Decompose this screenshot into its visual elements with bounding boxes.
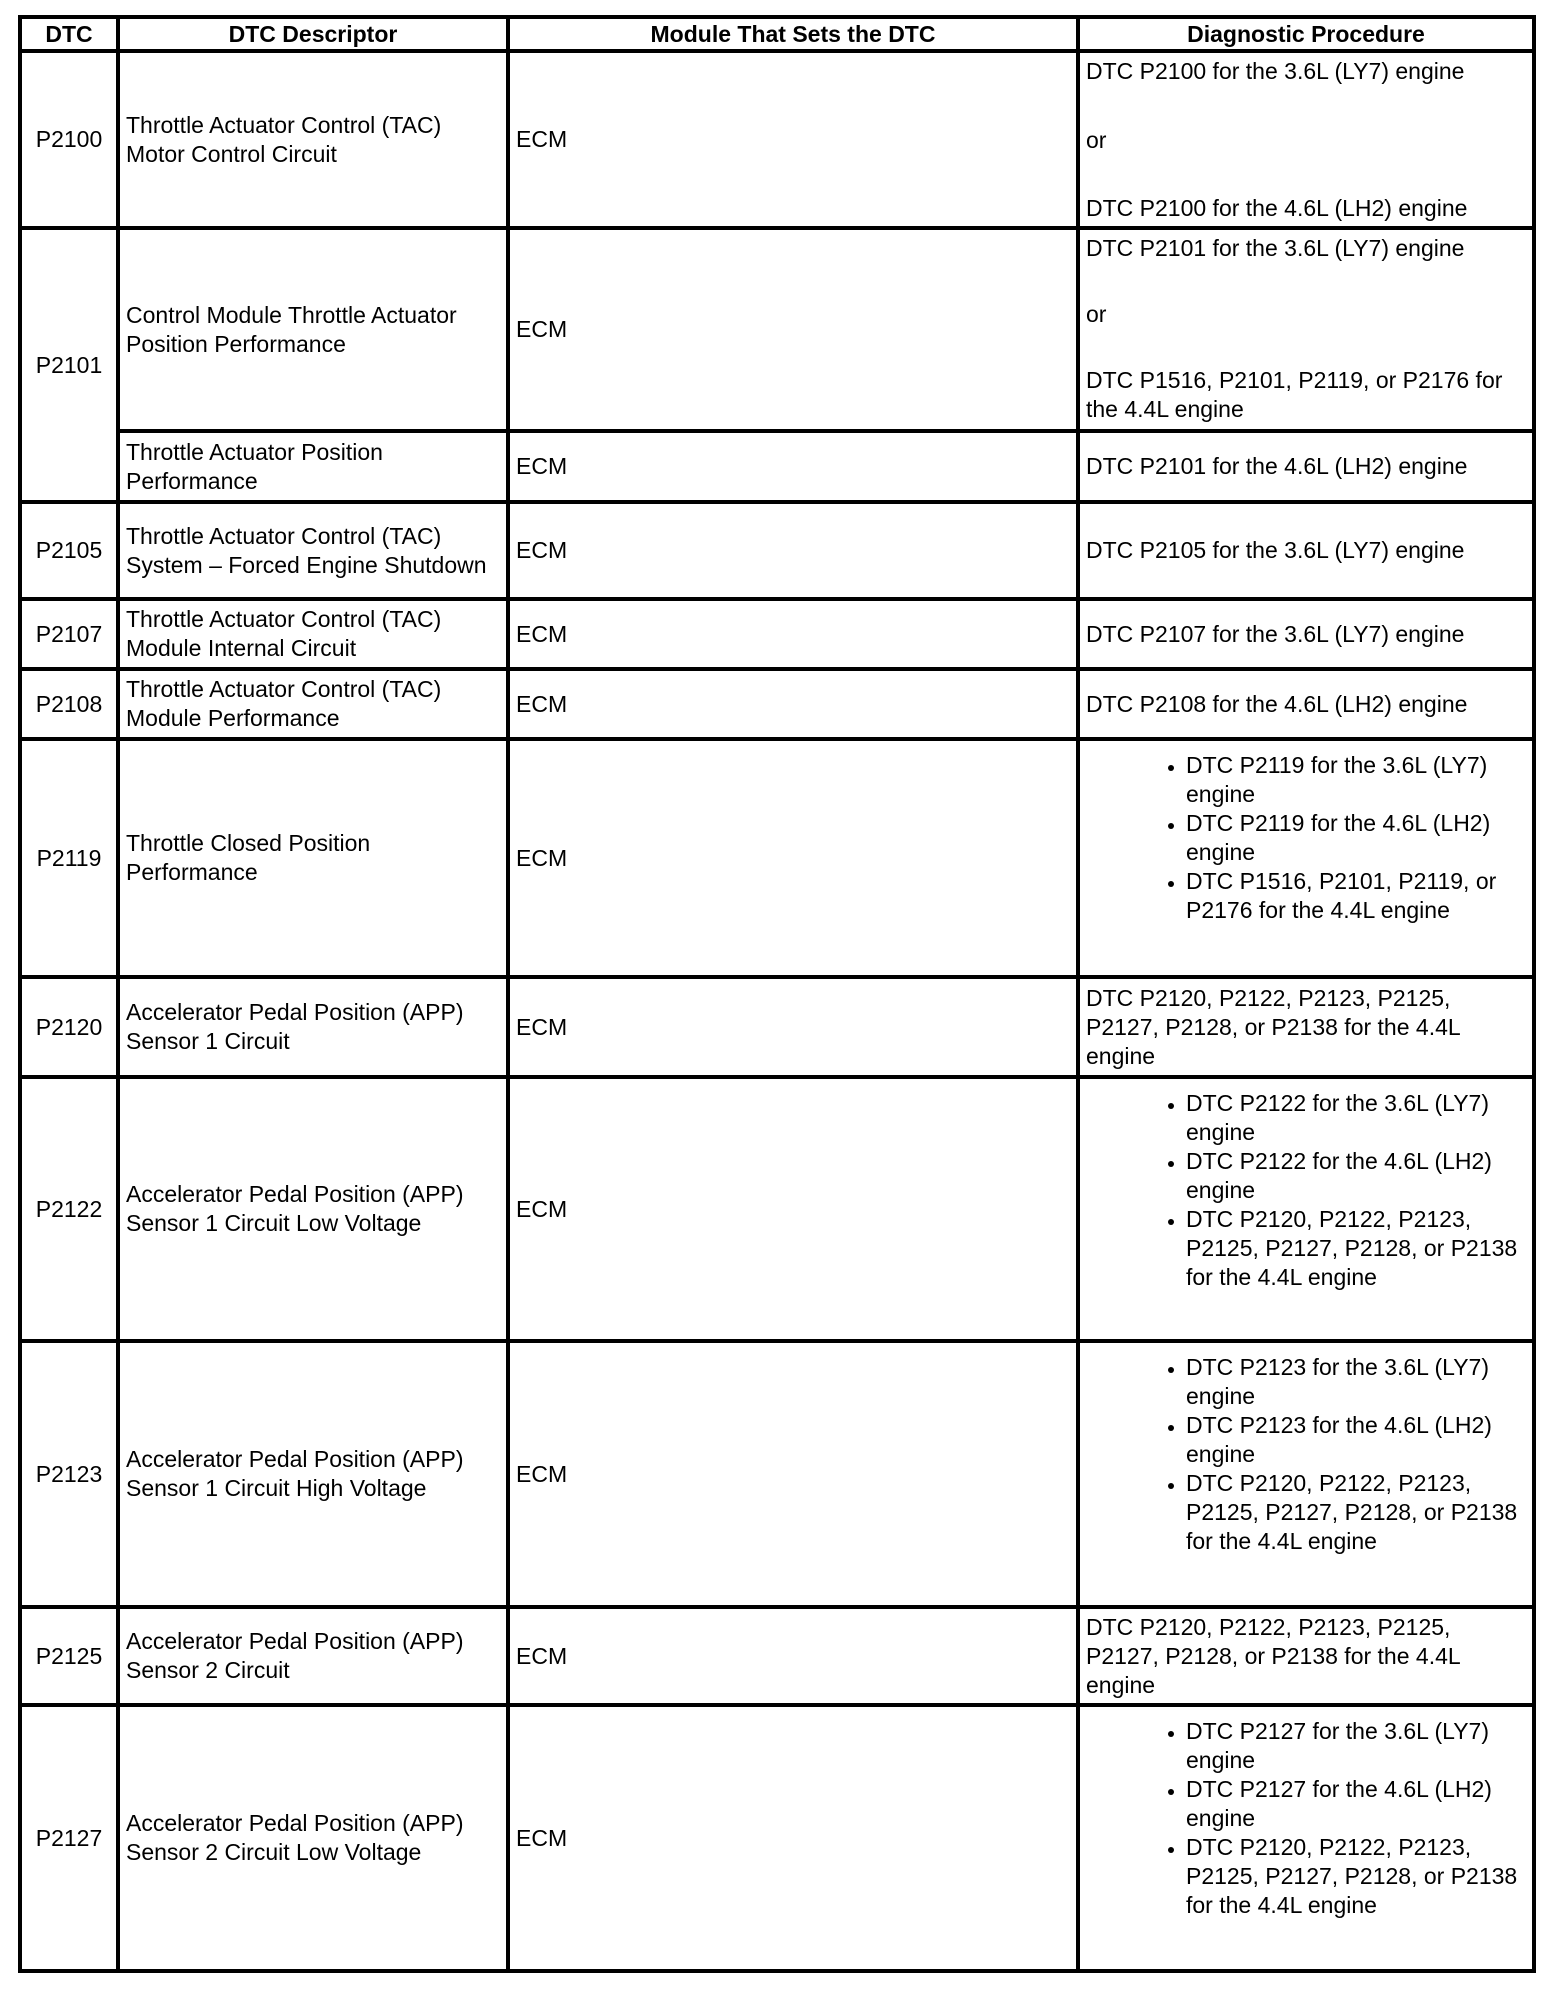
table-row [20,1077,1534,1341]
module-cell: ECM [508,599,1078,669]
procedure-line: DTC P1516, P2101, P2119, or P2176 for the 4.4L engine [1086,367,1503,422]
dtc-descriptor: Accelerator Pedal Position (APP) Sensor 1 Circuit Low Voltage [118,1077,508,1341]
header-procedure: Diagnostic Procedure [1078,17,1534,51]
module-cell: ECM [508,1077,1078,1341]
dtc-descriptor: Accelerator Pedal Position (APP) Sensor 1 Circuit High Voltage [118,1341,508,1607]
dtc-descriptor: Throttle Actuator Control (TAC) Motor Control Circuit [118,51,508,228]
list-item: • DTC P2119 for the 4.6L (LH2) engine [1186,809,1526,867]
list-item: • DTC P2127 for the 3.6L (LY7) engine [1186,1717,1526,1775]
procedure-list [1086,1089,1526,1292]
dtc-code: P2119 [20,739,118,977]
list-item: • DTC P1516, P2101, P2119, or P2176 for the 4.4L engine [1186,867,1526,925]
procedure-cell [1078,51,1534,228]
dtc-descriptor: Accelerator Pedal Position (APP) Sensor 1 Circuit [118,977,508,1077]
table-row [20,1705,1534,1971]
dtc-descriptor: Accelerator Pedal Position (APP) Sensor 2 Circuit Low Voltage [118,1705,508,1971]
module-cell: ECM [508,51,1078,228]
module-cell: ECM [508,739,1078,977]
procedure-line: DTC P2101 for the 3.6L (LY7) engine [1086,235,1465,261]
list-item: • DTC P2127 for the 4.6L (LH2) engine [1186,1775,1526,1833]
procedure-cell [1078,228,1534,431]
list-item: • DTC P2119 for the 3.6L (LY7) engine [1186,751,1526,809]
procedure-cell [1078,1705,1534,1971]
dtc-descriptor: Accelerator Pedal Position (APP) Sensor 2 Circuit [118,1607,508,1705]
header-dtc: DTC [20,17,118,51]
procedure-cell: DTC P2120, P2122, P2123, P2125, P2127, P2128, or P2138 for the 4.4L engine [1078,977,1534,1077]
procedure-line: or [1086,301,1107,327]
table-row [20,431,1534,502]
procedure-cell: DTC P2101 for the 4.6L (LH2) engine [1078,431,1534,502]
module-cell: ECM [508,669,1078,739]
procedure-cell [1078,1341,1534,1607]
procedure-list [1086,1353,1526,1556]
procedure-cell: DTC P2108 for the 4.6L (LH2) engine [1078,669,1534,739]
table-row [20,977,1534,1077]
procedure-cell: DTC P2105 for the 3.6L (LY7) engine [1078,502,1534,599]
module-cell: ECM [508,1607,1078,1705]
procedure-line: or [1086,126,1107,153]
procedure-cell: DTC P2107 for the 3.6L (LY7) engine [1078,599,1534,669]
dtc-table [18,15,1536,1973]
table-row [20,669,1534,739]
dtc-descriptor: Throttle Actuator Control (TAC) System – Forced Engine Shutdown [118,502,508,599]
dtc-code: P2120 [20,977,118,1077]
dtc-code: P2101 [20,228,118,502]
header-row [20,17,1534,51]
list-item: • DTC P2123 for the 4.6L (LH2) engine [1186,1411,1526,1469]
module-cell: ECM [508,977,1078,1077]
dtc-descriptor: Throttle Actuator Control (TAC) Module Internal Circuit [118,599,508,669]
procedure-list [1086,751,1526,925]
list-item: • DTC P2122 for the 4.6L (LH2) engine [1186,1147,1526,1205]
procedure-cell [1078,1077,1534,1341]
dtc-code: P2100 [20,51,118,228]
list-item: • DTC P2120, P2122, P2123, P2125, P2127, P2128, or P2138 for the 4.4L engine [1186,1469,1526,1556]
list-item: • DTC P2123 for the 3.6L (LY7) engine [1186,1353,1526,1411]
dtc-code: P2107 [20,599,118,669]
procedure-line: DTC P2100 for the 3.6L (LY7) engine [1086,58,1465,84]
dtc-code: P2127 [20,1705,118,1971]
table-row [20,599,1534,669]
module-cell: ECM [508,1705,1078,1971]
list-item: • DTC P2122 for the 3.6L (LY7) engine [1186,1089,1526,1147]
module-cell: ECM [508,502,1078,599]
header-module: Module That Sets the DTC [508,17,1078,51]
dtc-code: P2122 [20,1077,118,1341]
table-row [20,739,1534,977]
dtc-descriptor: Control Module Throttle Actuator Position Performance [118,228,508,431]
dtc-code: P2105 [20,502,118,599]
module-cell: ECM [508,228,1078,431]
module-cell: ECM [508,1341,1078,1607]
procedure-cell [1078,739,1534,977]
dtc-descriptor: Throttle Actuator Control (TAC) Module Performance [118,669,508,739]
procedure-cell: DTC P2120, P2122, P2123, P2125, P2127, P2128, or P2138 for the 4.4L engine [1078,1607,1534,1705]
dtc-code: P2123 [20,1341,118,1607]
table-row [20,51,1534,228]
dtc-code: P2108 [20,669,118,739]
dtc-code: P2125 [20,1607,118,1705]
table-row [20,1341,1534,1607]
table-row [20,502,1534,599]
header-descriptor: DTC Descriptor [118,17,508,51]
list-item: • DTC P2120, P2122, P2123, P2125, P2127, P2128, or P2138 for the 4.4L engine [1186,1833,1526,1920]
table-row [20,228,1534,431]
module-cell: ECM [508,431,1078,502]
table-row [20,1607,1534,1705]
procedure-list [1086,1717,1526,1920]
dtc-descriptor: Throttle Actuator Position Performance [118,431,508,502]
list-item: • DTC P2120, P2122, P2123, P2125, P2127, P2128, or P2138 for the 4.4L engine [1186,1205,1526,1292]
procedure-line: DTC P2100 for the 4.6L (LH2) engine [1086,195,1468,221]
dtc-descriptor: Throttle Closed Position Performance [118,739,508,977]
